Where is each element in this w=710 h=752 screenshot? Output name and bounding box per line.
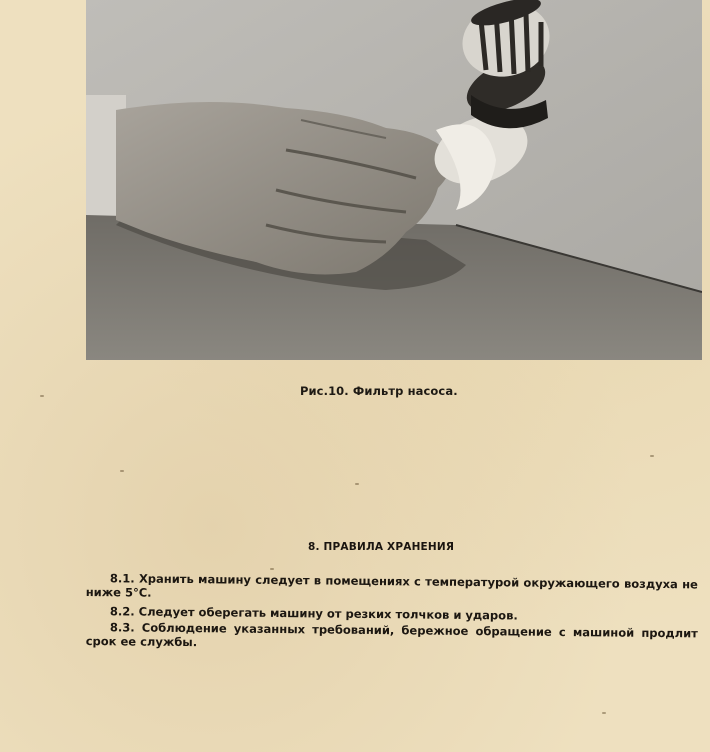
pump-filter-photo	[86, 0, 702, 360]
paragraph-text: Хранить машину следует в помещениях с температурой окружающего воздуха не ниже 5°С.	[85, 571, 698, 600]
paper-speck	[355, 483, 359, 485]
figure-caption: Рис.10. Фильтр насоса.	[300, 384, 458, 398]
paragraph-8-1	[86, 571, 698, 605]
paper-speck	[602, 712, 606, 714]
paragraph-number: 8.2.	[109, 604, 135, 619]
paper-speck	[40, 395, 44, 397]
paragraph-number: 8.3.	[109, 620, 135, 635]
paragraph-number: 8.1.	[109, 571, 135, 586]
paragraph-8-3	[86, 620, 698, 654]
paper-speck	[650, 455, 654, 457]
pump-filter-photo-drawing	[86, 0, 702, 360]
paragraph-text: Следует оберегать машину от резких толчков и ударов.	[138, 604, 518, 623]
section-title: 8. ПРАВИЛА ХРАНЕНИЯ	[308, 541, 455, 553]
paper-speck	[270, 568, 274, 570]
paragraph-text: Соблюдение указанных требований, бережное обращение с машиной продлит срок ее службы.	[85, 620, 698, 650]
paper-speck	[120, 470, 124, 472]
